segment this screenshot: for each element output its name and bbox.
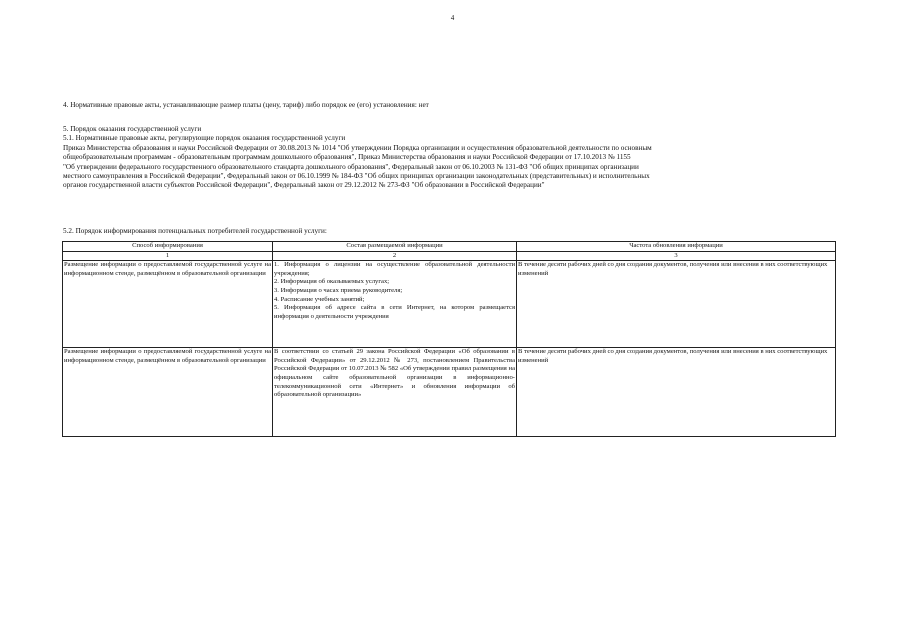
content-item: 4. Расписание учебных занятий;	[274, 295, 365, 303]
method-cell: Размещение информации о предоставляемой государственной услуге на информационном стенде, размещённом в образовательной организации	[63, 261, 273, 348]
content-cell: В соответствии со статьей 29 закона Российской Федерации «Об образовании в Российской Федерации» от 29.12.2012 № 273, постановлением Правительства Российской Федерации от 10.07.2013 № 582 «Об утверждении правил размещения на официальном сайте образовательной организации в информационно-телекоммуникационной сети «Интернет» и обновления информации об образовательной организации»	[273, 348, 517, 437]
legal-acts-line: органов государственной власти субъектов Российской Федерации", Федеральный закон от 29.12.2012 № 273-ФЗ "Об образовании в Российской Федерации"	[63, 181, 545, 190]
frequency-cell: В течение десяти рабочих дней со дня создания документов, получения или внесения в них соответствующих изменений	[517, 348, 836, 437]
page-number: 4	[450, 14, 455, 22]
section-5-2-title: 5.2. Порядок информирования потенциальных потребителей государственной услуги:	[63, 227, 327, 235]
table-header-row	[63, 242, 836, 252]
header-content: Состав размещаемой информации	[273, 242, 517, 252]
table-row	[63, 261, 836, 348]
table-number-row	[63, 251, 836, 261]
legal-acts-line: "Об утверждении федерального государственного образовательного стандарта дошкольного образования", Федеральный закон от 06.10.2003 № 131-ФЗ "Об общих принципах организации	[63, 162, 639, 171]
header-frequency: Частота обновления информации	[517, 242, 836, 252]
content-item: 3. Информация о часах приема руководителя;	[274, 286, 403, 294]
column-number: 3	[517, 251, 836, 261]
section-5-1-title: 5.1. Нормативные правовые акты, регулирующие порядок оказания государственной услуги	[63, 134, 346, 143]
content-item: 5. Информация об адресе сайта в сети Интернет, на котором размещается информация о деятельности учреждения	[274, 304, 515, 320]
legal-acts-line: местного самоуправления в Российской Федерации", Федеральный закон от 06.10.1999 № 184-ФЗ "Об общих принципах организации законодательных (представительных) и исполнительных	[63, 172, 650, 181]
column-number: 1	[63, 251, 273, 261]
header-method: Способ информирования	[63, 242, 273, 252]
legal-acts-line: общеобразовательным программам - образовательным программам дошкольного образования", Приказ Министерства образования и науки Российской Федерации от 17.10.2013 № 1155	[63, 153, 631, 162]
content-item: 2. Информация об оказываемых услугах;	[274, 278, 390, 286]
content-cell	[273, 261, 517, 348]
table-row	[63, 348, 836, 437]
method-cell: Размещение информации о предоставляемой государственной услуге на информационном стенде, размещённом в образовательной организации	[63, 348, 273, 437]
section-5	[63, 125, 833, 191]
informing-table	[62, 241, 836, 437]
section-4	[63, 101, 833, 110]
content-item: 1. Информация о лицензии на осуществление образовательной деятельности учреждения;	[274, 261, 515, 277]
column-number: 2	[273, 251, 517, 261]
section-5-2	[63, 227, 833, 236]
frequency-cell: В течение десяти рабочих дней со дня создания документов, получения или внесения в них соответствующих изменений	[517, 261, 836, 348]
legal-acts-line: Приказ Министерства образования и науки Российской Федерации от 30.08.2013 № 1014 "Об утверждении Порядка организации и осуществления образовательной деятельности по основным	[63, 143, 652, 152]
section-4-text: 4. Нормативные правовые акты, устанавливающие размер платы (цену, тариф) либо порядок ее (его) установления: нет	[63, 101, 429, 109]
section-5-title: 5. Порядок оказания государственной услуги	[63, 125, 202, 133]
